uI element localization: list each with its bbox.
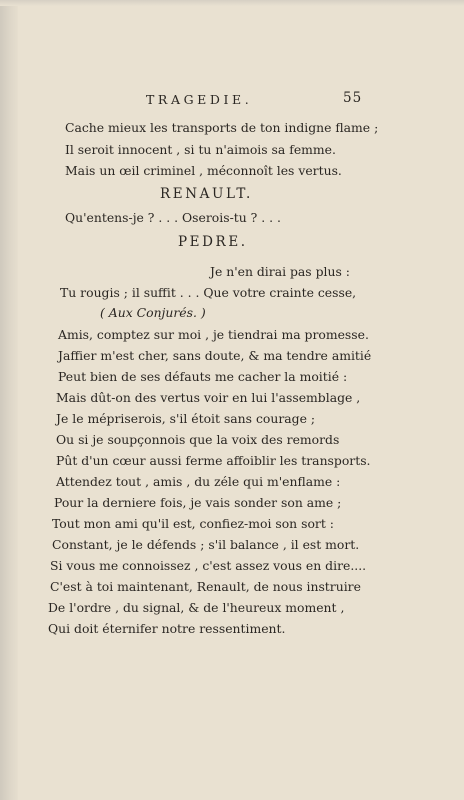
speaker-name: RENAULT.: [160, 186, 253, 202]
verse-line: Peut bien de ses défauts me cacher la moitié :: [58, 369, 348, 384]
verse-line: De l'ordre , du signal, & de l'heureux moment ,: [48, 600, 345, 615]
speaker-name: PEDRE.: [178, 234, 248, 250]
verse-line: C'est à toi maintenant, Renault, de nous instruire: [50, 579, 361, 594]
verse-line: Tout mon ami qu'il est, confiez-moi son sort :: [52, 516, 334, 531]
verse-line: Je le mépriserois, s'il étoit sans courage ;: [56, 411, 316, 426]
verse-line: Mais un œil criminel , méconnoît les vertus.: [65, 163, 342, 178]
verse-line: Mais dût-on des vertus voir en lui l'assemblage ,: [56, 390, 361, 405]
verse-line: Jaffier m'est cher, sans doute, & ma tendre amitié: [58, 348, 372, 363]
verse-line: Cache mieux les transports de ton indigne flame ;: [65, 120, 379, 135]
verse-line: Qui doit éternifer notre ressentiment.: [48, 621, 286, 636]
verse-line: Pour la derniere fois, je vais sonder son ame ;: [54, 495, 342, 510]
verse-line: Attendez tout , amis , du zéle qui m'enflame :: [56, 474, 341, 489]
verse-line: Je n'en dirai pas plus :: [210, 264, 350, 279]
verse-line: Il seroit innocent , si tu n'aimois sa femme.: [65, 142, 336, 157]
running-head: TRAGEDIE.: [146, 92, 253, 107]
verse-line: Si vous me connoissez , c'est assez vous en dire....: [50, 558, 367, 573]
verse-line: Ou si je soupçonnois que la voix des remords: [56, 432, 340, 447]
stage-direction: ( Aux Conjurés. ): [100, 305, 206, 320]
verse-line: Tu rougis ; il suffit . . . Que votre crainte cesse,: [60, 285, 357, 300]
verse-line: Qu'entens-je ? . . . Oserois-tu ? . . .: [65, 210, 281, 225]
page-number: 55: [343, 90, 363, 106]
verse-line: Constant, je le défends ; s'il balance , il est mort.: [52, 537, 360, 552]
verse-line: Amis, comptez sur moi , je tiendrai ma promesse.: [58, 327, 369, 342]
verse-line: Pût d'un cœur aussi ferme affoiblir les transports.: [56, 453, 371, 468]
